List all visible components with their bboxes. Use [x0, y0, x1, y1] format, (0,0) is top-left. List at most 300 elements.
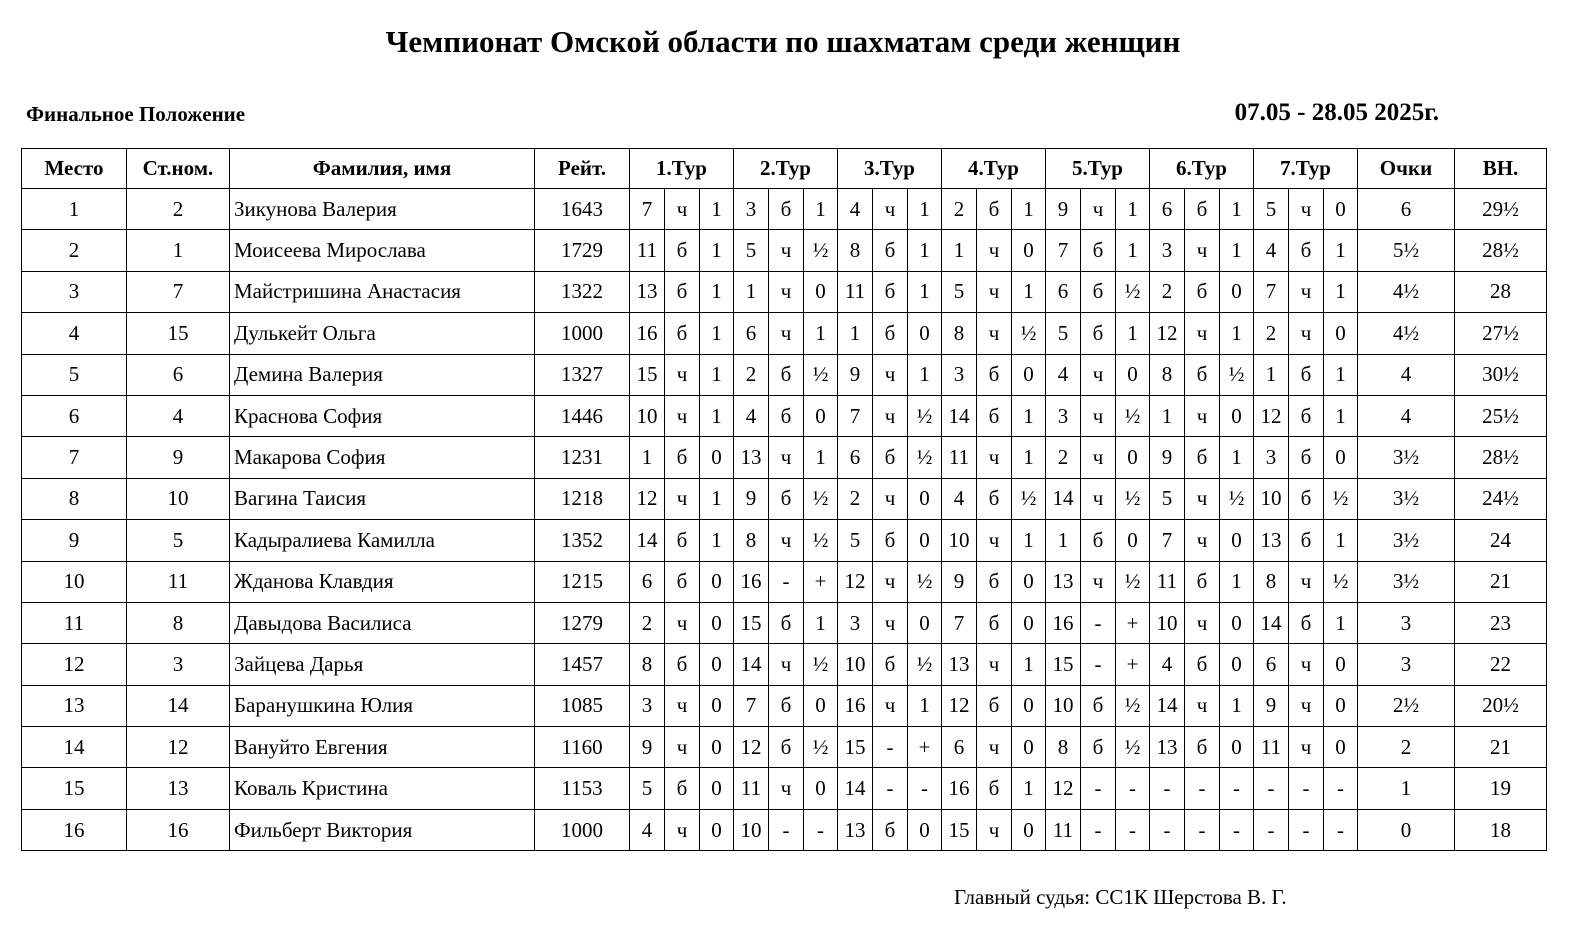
start-number-cell: 15 — [127, 313, 230, 354]
round-5-opponent-cell: 9 — [1046, 189, 1081, 230]
round-7-opponent-cell: 6 — [1254, 644, 1289, 685]
round-2-opponent-cell: 4 — [734, 395, 769, 436]
round-3-opponent-cell: 3 — [838, 602, 873, 643]
player-name-cell: Вагина Таисия — [230, 478, 535, 519]
round-7-result-cell: ½ — [1324, 478, 1358, 519]
round-6-opponent-cell: 11 — [1150, 561, 1185, 602]
round-2-result-cell: ½ — [804, 230, 838, 271]
tiebreak-cell: 18 — [1455, 809, 1547, 850]
tiebreak-cell: 28½ — [1455, 230, 1547, 271]
round-6-result-cell: ½ — [1220, 354, 1254, 395]
round-6-result-cell: 0 — [1220, 644, 1254, 685]
round-5-color-cell: - — [1081, 644, 1116, 685]
round-7-color-cell: ч — [1289, 727, 1324, 768]
round-3-opponent-cell: 7 — [838, 395, 873, 436]
round-6-result-cell: 1 — [1220, 437, 1254, 478]
start-number-cell: 5 — [127, 520, 230, 561]
round-3-result-cell: 0 — [908, 478, 942, 519]
start-number-cell: 11 — [127, 561, 230, 602]
round-5-opponent-cell: 11 — [1046, 809, 1081, 850]
start-number-cell: 1 — [127, 230, 230, 271]
table-row — [22, 271, 1547, 312]
round-5-opponent-cell: 14 — [1046, 478, 1081, 519]
round-3-color-cell: б — [873, 437, 908, 478]
round-2-result-cell: 1 — [804, 189, 838, 230]
round-3-color-cell: ч — [873, 602, 908, 643]
round-3-opponent-cell: 9 — [838, 354, 873, 395]
round-7-color-cell: ч — [1289, 313, 1324, 354]
round-7-result-cell: 1 — [1324, 354, 1358, 395]
round-1-result-cell: 0 — [700, 768, 734, 809]
round-1-result-cell: 1 — [700, 395, 734, 436]
round-4-result-cell: 0 — [1012, 727, 1046, 768]
round-6-color-cell: б — [1185, 354, 1220, 395]
round-1-color-cell: ч — [665, 727, 700, 768]
round-4-opponent-cell: 9 — [942, 561, 977, 602]
round-5-opponent-cell: 4 — [1046, 354, 1081, 395]
player-name-cell: Майстришина Анастасия — [230, 271, 535, 312]
round-6-opponent-cell: 12 — [1150, 313, 1185, 354]
round-4-color-cell: ч — [977, 271, 1012, 312]
round-3-result-cell: 0 — [908, 520, 942, 561]
tiebreak-cell: 21 — [1455, 561, 1547, 602]
start-number-cell: 8 — [127, 602, 230, 643]
tiebreak-cell: 20½ — [1455, 685, 1547, 726]
round-3-color-cell: б — [873, 809, 908, 850]
start-number-cell: 10 — [127, 478, 230, 519]
start-number-cell: 7 — [127, 271, 230, 312]
rating-cell: 1457 — [535, 644, 630, 685]
round-6-color-cell: б — [1185, 561, 1220, 602]
round-4-result-cell: ½ — [1012, 313, 1046, 354]
round-7-color-cell: б — [1289, 520, 1324, 561]
points-cell: 3½ — [1358, 478, 1455, 519]
round-4-color-cell: б — [977, 768, 1012, 809]
round-1-opponent-cell: 12 — [630, 478, 665, 519]
round-4-opponent-cell: 5 — [942, 271, 977, 312]
round-6-result-cell: 0 — [1220, 602, 1254, 643]
round-3-color-cell: ч — [873, 478, 908, 519]
round-6-result-cell: 1 — [1220, 561, 1254, 602]
round-6-result-cell: 1 — [1220, 230, 1254, 271]
player-name-cell: Дулькейт Ольга — [230, 313, 535, 354]
round-4-color-cell: б — [977, 189, 1012, 230]
points-cell: 3 — [1358, 644, 1455, 685]
round-2-opponent-cell: 6 — [734, 313, 769, 354]
round-5-result-cell: 1 — [1116, 189, 1150, 230]
round-4-color-cell: б — [977, 685, 1012, 726]
player-name-cell: Демина Валерия — [230, 354, 535, 395]
round-6-color-cell: б — [1185, 437, 1220, 478]
round-6-color-cell: б — [1185, 271, 1220, 312]
round-7-result-cell: - — [1324, 768, 1358, 809]
round-5-result-cell: ½ — [1116, 561, 1150, 602]
points-cell: 3 — [1358, 602, 1455, 643]
round-5-color-cell: б — [1081, 727, 1116, 768]
round-6-opponent-cell: 14 — [1150, 685, 1185, 726]
round-4-opponent-cell: 11 — [942, 437, 977, 478]
round-4-color-cell: ч — [977, 727, 1012, 768]
round-6-result-cell: - — [1220, 768, 1254, 809]
round-2-opponent-cell: 11 — [734, 768, 769, 809]
round-5-result-cell: 0 — [1116, 354, 1150, 395]
table-row — [22, 727, 1547, 768]
round-5-opponent-cell: 16 — [1046, 602, 1081, 643]
round-2-opponent-cell: 10 — [734, 809, 769, 850]
points-cell: 1 — [1358, 768, 1455, 809]
round-7-result-cell: 1 — [1324, 520, 1358, 561]
round-7-color-cell: б — [1289, 478, 1324, 519]
round-6-opponent-cell: 3 — [1150, 230, 1185, 271]
round-5-color-cell: ч — [1081, 561, 1116, 602]
round-3-result-cell: 1 — [908, 271, 942, 312]
round-3-opponent-cell: 14 — [838, 768, 873, 809]
rating-cell: 1215 — [535, 561, 630, 602]
round-7-result-cell: 1 — [1324, 602, 1358, 643]
round-7-color-cell: б — [1289, 602, 1324, 643]
round-4-color-cell: ч — [977, 313, 1012, 354]
round-5-opponent-cell: 7 — [1046, 230, 1081, 271]
points-cell: 5½ — [1358, 230, 1455, 271]
round-6-result-cell: - — [1220, 809, 1254, 850]
round-3-opponent-cell: 4 — [838, 189, 873, 230]
round-5-opponent-cell: 1 — [1046, 520, 1081, 561]
page-title: Чемпионат Омской области по шахматам среди женщин — [385, 24, 1181, 59]
tiebreak-cell: 28 — [1455, 271, 1547, 312]
round-6-color-cell: ч — [1185, 230, 1220, 271]
round-5-color-cell: - — [1081, 809, 1116, 850]
round-5-opponent-cell: 8 — [1046, 727, 1081, 768]
round-4-opponent-cell: 4 — [942, 478, 977, 519]
round-1-color-cell: ч — [665, 354, 700, 395]
round-1-opponent-cell: 6 — [630, 561, 665, 602]
points-cell: 3½ — [1358, 520, 1455, 561]
round-6-color-cell: б — [1185, 644, 1220, 685]
round-5-result-cell: + — [1116, 602, 1150, 643]
round-5-opponent-cell: 12 — [1046, 768, 1081, 809]
round-6-result-cell: 0 — [1220, 520, 1254, 561]
rating-cell: 1279 — [535, 602, 630, 643]
points-cell: 3½ — [1358, 561, 1455, 602]
round-3-opponent-cell: 11 — [838, 271, 873, 312]
start-number-cell: 12 — [127, 727, 230, 768]
round-7-result-cell: 1 — [1324, 271, 1358, 312]
round-6-result-cell: 0 — [1220, 727, 1254, 768]
round-2-result-cell: ½ — [804, 520, 838, 561]
round-6-opponent-cell: 9 — [1150, 437, 1185, 478]
start-number-cell: 14 — [127, 685, 230, 726]
round-2-opponent-cell: 8 — [734, 520, 769, 561]
round-2-result-cell: ½ — [804, 354, 838, 395]
round-7-color-cell: б — [1289, 395, 1324, 436]
round-2-opponent-cell: 7 — [734, 685, 769, 726]
place-cell: 2 — [22, 230, 127, 271]
rating-cell: 1153 — [535, 768, 630, 809]
round-7-opponent-cell: 13 — [1254, 520, 1289, 561]
round-1-opponent-cell: 2 — [630, 602, 665, 643]
round-6-opponent-cell: 7 — [1150, 520, 1185, 561]
round-3-color-cell: ч — [873, 561, 908, 602]
round-2-opponent-cell: 3 — [734, 189, 769, 230]
round-4-result-cell: 0 — [1012, 561, 1046, 602]
round-6-opponent-cell: 6 — [1150, 189, 1185, 230]
round-3-result-cell: 1 — [908, 189, 942, 230]
round-2-color-cell: б — [769, 395, 804, 436]
rating-cell: 1085 — [535, 685, 630, 726]
round-4-opponent-cell: 7 — [942, 602, 977, 643]
round-2-color-cell: - — [769, 809, 804, 850]
round-5-result-cell: ½ — [1116, 727, 1150, 768]
round-2-opponent-cell: 15 — [734, 602, 769, 643]
rating-cell: 1322 — [535, 271, 630, 312]
round-1-color-cell: б — [665, 520, 700, 561]
points-cell: 0 — [1358, 809, 1455, 850]
points-cell: 6 — [1358, 189, 1455, 230]
round-3-opponent-cell: 5 — [838, 520, 873, 561]
round-7-result-cell: 0 — [1324, 685, 1358, 726]
round-2-color-cell: ч — [769, 230, 804, 271]
round-6-result-cell: 1 — [1220, 189, 1254, 230]
round-2-opponent-cell: 13 — [734, 437, 769, 478]
player-name-cell: Вануйто Евгения — [230, 727, 535, 768]
round-4-opponent-cell: 2 — [942, 189, 977, 230]
place-cell: 1 — [22, 189, 127, 230]
round-1-opponent-cell: 8 — [630, 644, 665, 685]
round-2-color-cell: б — [769, 727, 804, 768]
round-7-opponent-cell: 11 — [1254, 727, 1289, 768]
round-4-result-cell: 0 — [1012, 602, 1046, 643]
round-4-color-cell: б — [977, 395, 1012, 436]
start-number-cell: 13 — [127, 768, 230, 809]
round-3-result-cell: ½ — [908, 644, 942, 685]
round-1-opponent-cell: 7 — [630, 189, 665, 230]
tiebreak-cell: 19 — [1455, 768, 1547, 809]
round-5-color-cell: б — [1081, 685, 1116, 726]
rating-cell: 1446 — [535, 395, 630, 436]
place-cell: 5 — [22, 354, 127, 395]
round-3-color-cell: ч — [873, 685, 908, 726]
round-1-result-cell: 1 — [700, 230, 734, 271]
rating-cell: 1000 — [535, 313, 630, 354]
table-row — [22, 395, 1547, 436]
round-4-result-cell: 1 — [1012, 189, 1046, 230]
round-5-opponent-cell: 15 — [1046, 644, 1081, 685]
round-1-color-cell: ч — [665, 602, 700, 643]
header-name: Фамилия, имя — [230, 149, 535, 189]
round-6-color-cell: ч — [1185, 395, 1220, 436]
table-row — [22, 685, 1547, 726]
round-3-result-cell: ½ — [908, 437, 942, 478]
round-4-color-cell: б — [977, 478, 1012, 519]
header-round-2: 2.Тур — [734, 149, 838, 189]
round-3-result-cell: + — [908, 727, 942, 768]
round-4-color-cell: б — [977, 354, 1012, 395]
round-3-result-cell: ½ — [908, 561, 942, 602]
round-4-result-cell: 1 — [1012, 768, 1046, 809]
points-cell: 3½ — [1358, 437, 1455, 478]
table-row — [22, 478, 1547, 519]
round-5-color-cell: - — [1081, 602, 1116, 643]
round-6-opponent-cell: 10 — [1150, 602, 1185, 643]
round-1-result-cell: 0 — [700, 602, 734, 643]
round-5-opponent-cell: 3 — [1046, 395, 1081, 436]
header-round-4: 4.Тур — [942, 149, 1046, 189]
round-2-color-cell: ч — [769, 768, 804, 809]
points-cell: 4½ — [1358, 271, 1455, 312]
standings-body — [22, 189, 1547, 851]
round-3-opponent-cell: 12 — [838, 561, 873, 602]
round-7-color-cell: ч — [1289, 644, 1324, 685]
round-6-opponent-cell: - — [1150, 768, 1185, 809]
round-3-color-cell: б — [873, 644, 908, 685]
round-6-opponent-cell: 5 — [1150, 478, 1185, 519]
round-7-opponent-cell: 8 — [1254, 561, 1289, 602]
round-4-opponent-cell: 12 — [942, 685, 977, 726]
points-cell: 4½ — [1358, 313, 1455, 354]
start-number-cell: 2 — [127, 189, 230, 230]
round-2-result-cell: - — [804, 809, 838, 850]
round-5-result-cell: ½ — [1116, 395, 1150, 436]
table-row — [22, 561, 1547, 602]
round-2-result-cell: 0 — [804, 685, 838, 726]
round-1-opponent-cell: 3 — [630, 685, 665, 726]
round-4-result-cell: 1 — [1012, 520, 1046, 561]
tiebreak-cell: 28½ — [1455, 437, 1547, 478]
points-cell: 2 — [1358, 727, 1455, 768]
round-2-color-cell: - — [769, 561, 804, 602]
player-name-cell: Баранушкина Юлия — [230, 685, 535, 726]
round-5-opponent-cell: 2 — [1046, 437, 1081, 478]
round-5-result-cell: - — [1116, 768, 1150, 809]
round-4-opponent-cell: 3 — [942, 354, 977, 395]
round-2-opponent-cell: 2 — [734, 354, 769, 395]
round-6-result-cell: 0 — [1220, 395, 1254, 436]
rating-cell: 1000 — [535, 809, 630, 850]
start-number-cell: 9 — [127, 437, 230, 478]
tiebreak-cell: 25½ — [1455, 395, 1547, 436]
round-7-opponent-cell: 12 — [1254, 395, 1289, 436]
round-3-opponent-cell: 2 — [838, 478, 873, 519]
round-6-color-cell: ч — [1185, 685, 1220, 726]
round-7-result-cell: 1 — [1324, 230, 1358, 271]
round-7-opponent-cell: 3 — [1254, 437, 1289, 478]
round-7-result-cell: 1 — [1324, 395, 1358, 436]
round-5-color-cell: ч — [1081, 395, 1116, 436]
round-7-opponent-cell: 4 — [1254, 230, 1289, 271]
round-7-opponent-cell: 7 — [1254, 271, 1289, 312]
round-6-opponent-cell: 4 — [1150, 644, 1185, 685]
round-1-result-cell: 1 — [700, 478, 734, 519]
round-7-color-cell: б — [1289, 437, 1324, 478]
tiebreak-cell: 24½ — [1455, 478, 1547, 519]
round-3-opponent-cell: 8 — [838, 230, 873, 271]
round-4-opponent-cell: 6 — [942, 727, 977, 768]
round-1-opponent-cell: 13 — [630, 271, 665, 312]
start-number-cell: 16 — [127, 809, 230, 850]
place-cell: 8 — [22, 478, 127, 519]
round-6-color-cell: ч — [1185, 602, 1220, 643]
start-number-cell: 4 — [127, 395, 230, 436]
round-1-color-cell: б — [665, 313, 700, 354]
round-2-result-cell: ½ — [804, 644, 838, 685]
round-1-color-cell: ч — [665, 395, 700, 436]
round-4-color-cell: б — [977, 602, 1012, 643]
round-4-result-cell: 1 — [1012, 271, 1046, 312]
round-1-result-cell: 1 — [700, 189, 734, 230]
tiebreak-cell: 23 — [1455, 602, 1547, 643]
round-4-result-cell: 0 — [1012, 354, 1046, 395]
round-4-result-cell: 1 — [1012, 644, 1046, 685]
round-1-color-cell: ч — [665, 685, 700, 726]
round-7-result-cell: - — [1324, 809, 1358, 850]
round-2-color-cell: ч — [769, 313, 804, 354]
rating-cell: 1218 — [535, 478, 630, 519]
round-1-color-cell: б — [665, 230, 700, 271]
round-1-color-cell: ч — [665, 809, 700, 850]
round-7-opponent-cell: 5 — [1254, 189, 1289, 230]
round-3-color-cell: ч — [873, 354, 908, 395]
tiebreak-cell: 24 — [1455, 520, 1547, 561]
place-cell: 3 — [22, 271, 127, 312]
round-1-result-cell: 0 — [700, 437, 734, 478]
round-4-opponent-cell: 14 — [942, 395, 977, 436]
round-2-color-cell: ч — [769, 644, 804, 685]
chief-arbiter: Главный судья: СС1К Шерстова В. Г. — [954, 885, 1287, 909]
round-2-result-cell: 0 — [804, 768, 838, 809]
round-2-result-cell: 0 — [804, 271, 838, 312]
round-1-result-cell: 0 — [700, 644, 734, 685]
round-7-result-cell: 0 — [1324, 189, 1358, 230]
player-name-cell: Моисеева Мирослава — [230, 230, 535, 271]
table-row — [22, 313, 1547, 354]
round-6-color-cell: б — [1185, 727, 1220, 768]
round-2-color-cell: ч — [769, 520, 804, 561]
round-1-opponent-cell: 15 — [630, 354, 665, 395]
round-3-result-cell: - — [908, 768, 942, 809]
round-7-opponent-cell: - — [1254, 768, 1289, 809]
place-cell: 11 — [22, 602, 127, 643]
round-4-result-cell: 0 — [1012, 685, 1046, 726]
round-6-opponent-cell: 1 — [1150, 395, 1185, 436]
round-6-color-cell: ч — [1185, 478, 1220, 519]
round-2-result-cell: 1 — [804, 602, 838, 643]
round-7-opponent-cell: 10 — [1254, 478, 1289, 519]
round-5-color-cell: б — [1081, 271, 1116, 312]
round-6-color-cell: ч — [1185, 313, 1220, 354]
place-cell: 14 — [22, 727, 127, 768]
round-3-result-cell: 1 — [908, 354, 942, 395]
round-5-result-cell: ½ — [1116, 685, 1150, 726]
tournament-dates: 07.05 - 28.05 2025г. — [1234, 99, 1439, 126]
round-2-result-cell: 1 — [804, 313, 838, 354]
round-6-color-cell: б — [1185, 189, 1220, 230]
points-cell: 2½ — [1358, 685, 1455, 726]
round-4-opponent-cell: 13 — [942, 644, 977, 685]
round-5-color-cell: ч — [1081, 354, 1116, 395]
tiebreak-cell: 21 — [1455, 727, 1547, 768]
round-2-color-cell: ч — [769, 437, 804, 478]
table-row — [22, 354, 1547, 395]
round-3-result-cell: 1 — [908, 685, 942, 726]
round-1-result-cell: 0 — [700, 561, 734, 602]
header-rating: Рейт. — [535, 149, 630, 189]
player-name-cell: Давыдова Василиса — [230, 602, 535, 643]
round-5-color-cell: ч — [1081, 478, 1116, 519]
round-3-color-cell: б — [873, 230, 908, 271]
round-4-color-cell: ч — [977, 644, 1012, 685]
tiebreak-cell: 30½ — [1455, 354, 1547, 395]
round-6-color-cell: ч — [1185, 520, 1220, 561]
